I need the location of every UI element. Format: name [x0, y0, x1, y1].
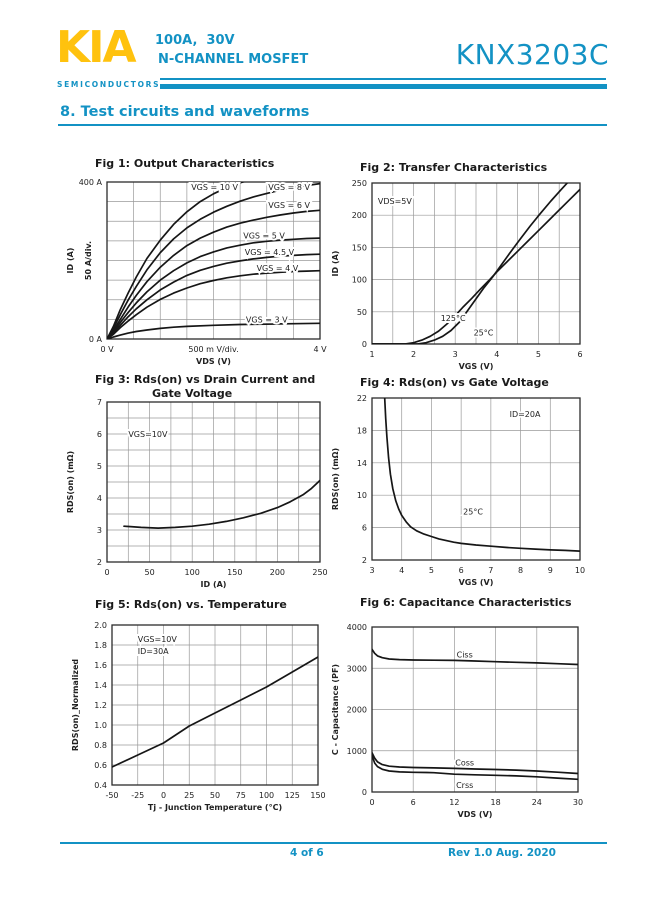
x-tick-label: 6 — [410, 798, 416, 807]
y-tick-label: 7 — [96, 398, 102, 407]
y-axis-label: ID (A) — [331, 250, 340, 277]
annotation: VGS = 4 V — [256, 263, 299, 273]
fig1-svg — [61, 174, 332, 375]
x-tick-label: 24 — [531, 798, 542, 807]
y-tick-label: 6 — [361, 523, 367, 533]
annotation: VDS=5V — [377, 197, 412, 207]
y-tick-label: 1.6 — [94, 661, 107, 670]
y-tick-label: 0.6 — [94, 761, 107, 770]
fig6-capacitance-characteristics-chart — [326, 619, 590, 832]
footer-revision: Rev 1.0 Aug. 2020 — [448, 847, 556, 859]
x-tick-label: 6 — [458, 566, 464, 575]
x-tick-label: 8 — [518, 566, 524, 575]
fig1-title: Fig 1: Output Characteristics — [95, 157, 275, 170]
x-tick-label: 2 — [411, 350, 417, 359]
fig5-svg — [66, 617, 330, 821]
x-tick-label: 7 — [488, 566, 494, 575]
y-tick-label: 2.0 — [94, 621, 107, 630]
fig4-rdson-vs-gate-voltage-chart — [326, 390, 592, 600]
y-tick-label: 0 A — [88, 335, 102, 344]
x-tick-label: -25 — [131, 791, 145, 800]
annotation: Coss — [455, 758, 475, 768]
y-axis-label: RDS(on)_Normalized — [71, 658, 80, 752]
fig2-title: Fig 2: Transfer Characteristics — [360, 161, 548, 174]
x-tick-label: -50 — [105, 791, 119, 800]
annotation: VGS=10V — [137, 635, 177, 644]
logo-subtext: SEMICONDUCTORS — [57, 80, 161, 89]
fig2-svg — [326, 175, 592, 380]
x-tick-label: 4 — [399, 566, 405, 575]
y-axis-label-2: 50 A/div. — [84, 240, 93, 281]
annotation: VGS = 8 V — [268, 183, 310, 193]
y-axis-label: RDS(on) (mΩ) — [331, 447, 340, 511]
fig6-title: Fig 6: Capacitance Characteristics — [360, 596, 572, 609]
y-tick-label: 2000 — [346, 705, 367, 715]
x-tick-label: 4 — [494, 350, 500, 359]
x-axis-label: VDS (V) — [457, 810, 493, 819]
x-tick-label: 12 — [449, 798, 460, 807]
y-tick-label: 0 — [361, 340, 367, 349]
x-tick-label: 250 — [312, 568, 328, 577]
x-axis-label: ID (A) — [200, 580, 227, 589]
annotation: VGS = 3 V — [245, 315, 288, 325]
device-type: N-CHANNEL MOSFET — [158, 52, 309, 67]
y-tick-label: 22 — [356, 394, 367, 403]
y-axis-label: RDS(on) (mΩ) — [66, 450, 75, 514]
annotation: Ciss — [456, 650, 473, 660]
annotation: Crss — [456, 780, 474, 790]
fig5-title: Fig 5: Rds(on) vs. Temperature — [95, 598, 287, 611]
x-tick-label: 1 — [369, 350, 375, 359]
y-tick-label: 5 — [96, 462, 102, 471]
x-tick-label: 9 — [547, 566, 553, 575]
x-tick-label: 4 V — [313, 345, 327, 354]
x-tick-label: 5 — [428, 566, 434, 575]
y-axis-label: ID (A) — [66, 247, 75, 274]
x-tick-label: 30 — [572, 798, 584, 807]
x-tick-label: 6 — [577, 350, 583, 359]
footer-page-number: 4 of 6 — [290, 847, 324, 859]
device-rating: 100A, 30V — [155, 33, 235, 48]
y-tick-label: 3000 — [346, 664, 367, 674]
x-tick-label: 150 — [227, 568, 243, 577]
x-axis-label: VGS (V) — [458, 578, 494, 587]
annotation: 25°C — [473, 328, 494, 338]
y-tick-label: 1.2 — [94, 701, 107, 710]
annotation: VGS = 4.5 V — [244, 247, 295, 257]
y-tick-label: 1.8 — [94, 641, 107, 650]
series-coss — [372, 753, 578, 774]
annotation: VGS=10V — [128, 430, 168, 439]
series-ciss — [372, 649, 578, 664]
y-tick-label: 14 — [356, 458, 367, 468]
fig5-rdson-vs-temperature-chart — [66, 617, 330, 825]
x-tick-label: 50 — [144, 568, 155, 577]
y-tick-label: 200 — [351, 211, 367, 221]
x-tick-label: 5 — [535, 350, 541, 359]
x-tick-label: 10 — [574, 566, 586, 575]
fig1-output-characteristics-chart — [61, 174, 332, 379]
x-axis-label: VDS (V) — [196, 357, 231, 366]
x-tick-label: 25 — [184, 791, 195, 800]
header-rule-thick — [160, 84, 607, 89]
y-tick-label: 4000 — [346, 623, 367, 632]
plot-border — [372, 398, 580, 560]
fig3-rdson-vs-drain-current-chart — [61, 394, 332, 602]
annotation: 25°C — [463, 507, 483, 517]
y-tick-label: 3 — [96, 526, 102, 535]
y-tick-label: 1.4 — [94, 681, 107, 690]
fig3-title: Fig 3: Rds(on) vs Drain Current and — [95, 373, 316, 386]
y-tick-label: 100 — [351, 275, 367, 285]
x-tick-label: 18 — [490, 798, 501, 807]
annotation: VGS = 6 V — [268, 201, 310, 211]
x-tick-label: 75 — [235, 791, 246, 800]
y-tick-label: 1000 — [346, 746, 367, 756]
x-tick-label: 100 — [184, 568, 200, 577]
y-tick-label: 0 — [361, 788, 367, 797]
y-tick-label: 18 — [356, 426, 367, 436]
x-tick-label: 3 — [452, 350, 458, 359]
part-number: KNX3203C — [455, 38, 609, 71]
y-tick-label: 50 — [356, 307, 367, 317]
y-tick-label: 250 — [351, 179, 367, 188]
x-axis-label: VGS (V) — [458, 362, 494, 371]
annotation: VGS = 5 V — [243, 231, 285, 241]
x-tick-label: 0 — [104, 568, 110, 577]
x-tick-label: 125 — [284, 791, 300, 800]
y-axis-label: C - Capacitance (PF) — [331, 663, 340, 756]
fig4-svg — [326, 390, 592, 596]
x-tick-label: 100 — [258, 791, 275, 800]
fig3-title-line2: Gate Voltage — [152, 387, 233, 400]
kia-logo: KIA — [56, 22, 135, 73]
header-rule-thin — [160, 78, 606, 80]
y-tick-label: 1.0 — [94, 721, 107, 730]
x-axis-label: Tj - Junction Temperature (°C) — [147, 803, 283, 812]
y-tick-label: 400 A — [78, 178, 102, 187]
fig4-title: Fig 4: Rds(on) vs Gate Voltage — [360, 376, 549, 389]
y-tick-label: 4 — [96, 494, 102, 503]
annotation: VGS = 10 V — [191, 183, 238, 193]
x-tick-label: 0 — [369, 798, 375, 807]
x-tick-label: 0 V — [100, 345, 114, 354]
x-tick-label: 500 m V/div. — [188, 345, 239, 354]
x-tick-label: 0 — [160, 791, 167, 800]
fig6-svg — [326, 619, 590, 828]
y-tick-label: 0.8 — [94, 741, 107, 750]
annotation: ID=30A — [137, 647, 169, 656]
annotation: ID=20A — [509, 410, 541, 420]
y-tick-label: 2 — [361, 556, 367, 565]
x-tick-label: 50 — [209, 791, 221, 800]
y-tick-label: 0.4 — [94, 781, 107, 790]
footer-rule — [60, 842, 607, 844]
y-tick-label: 150 — [351, 243, 367, 253]
section-heading: 8. Test circuits and waveforms — [60, 104, 310, 120]
annotation: 125°C — [440, 314, 466, 324]
x-tick-label: 150 — [310, 791, 326, 800]
x-tick-label: 200 — [269, 568, 286, 577]
section-underline — [58, 124, 607, 126]
fig2-transfer-characteristics-chart — [326, 175, 592, 384]
y-tick-label: 10 — [356, 491, 367, 501]
y-tick-label: 6 — [96, 430, 102, 439]
series-rds-on- — [124, 480, 320, 528]
y-tick-label: 2 — [96, 558, 102, 567]
fig3-svg — [61, 394, 332, 598]
x-tick-label: 3 — [369, 566, 375, 575]
